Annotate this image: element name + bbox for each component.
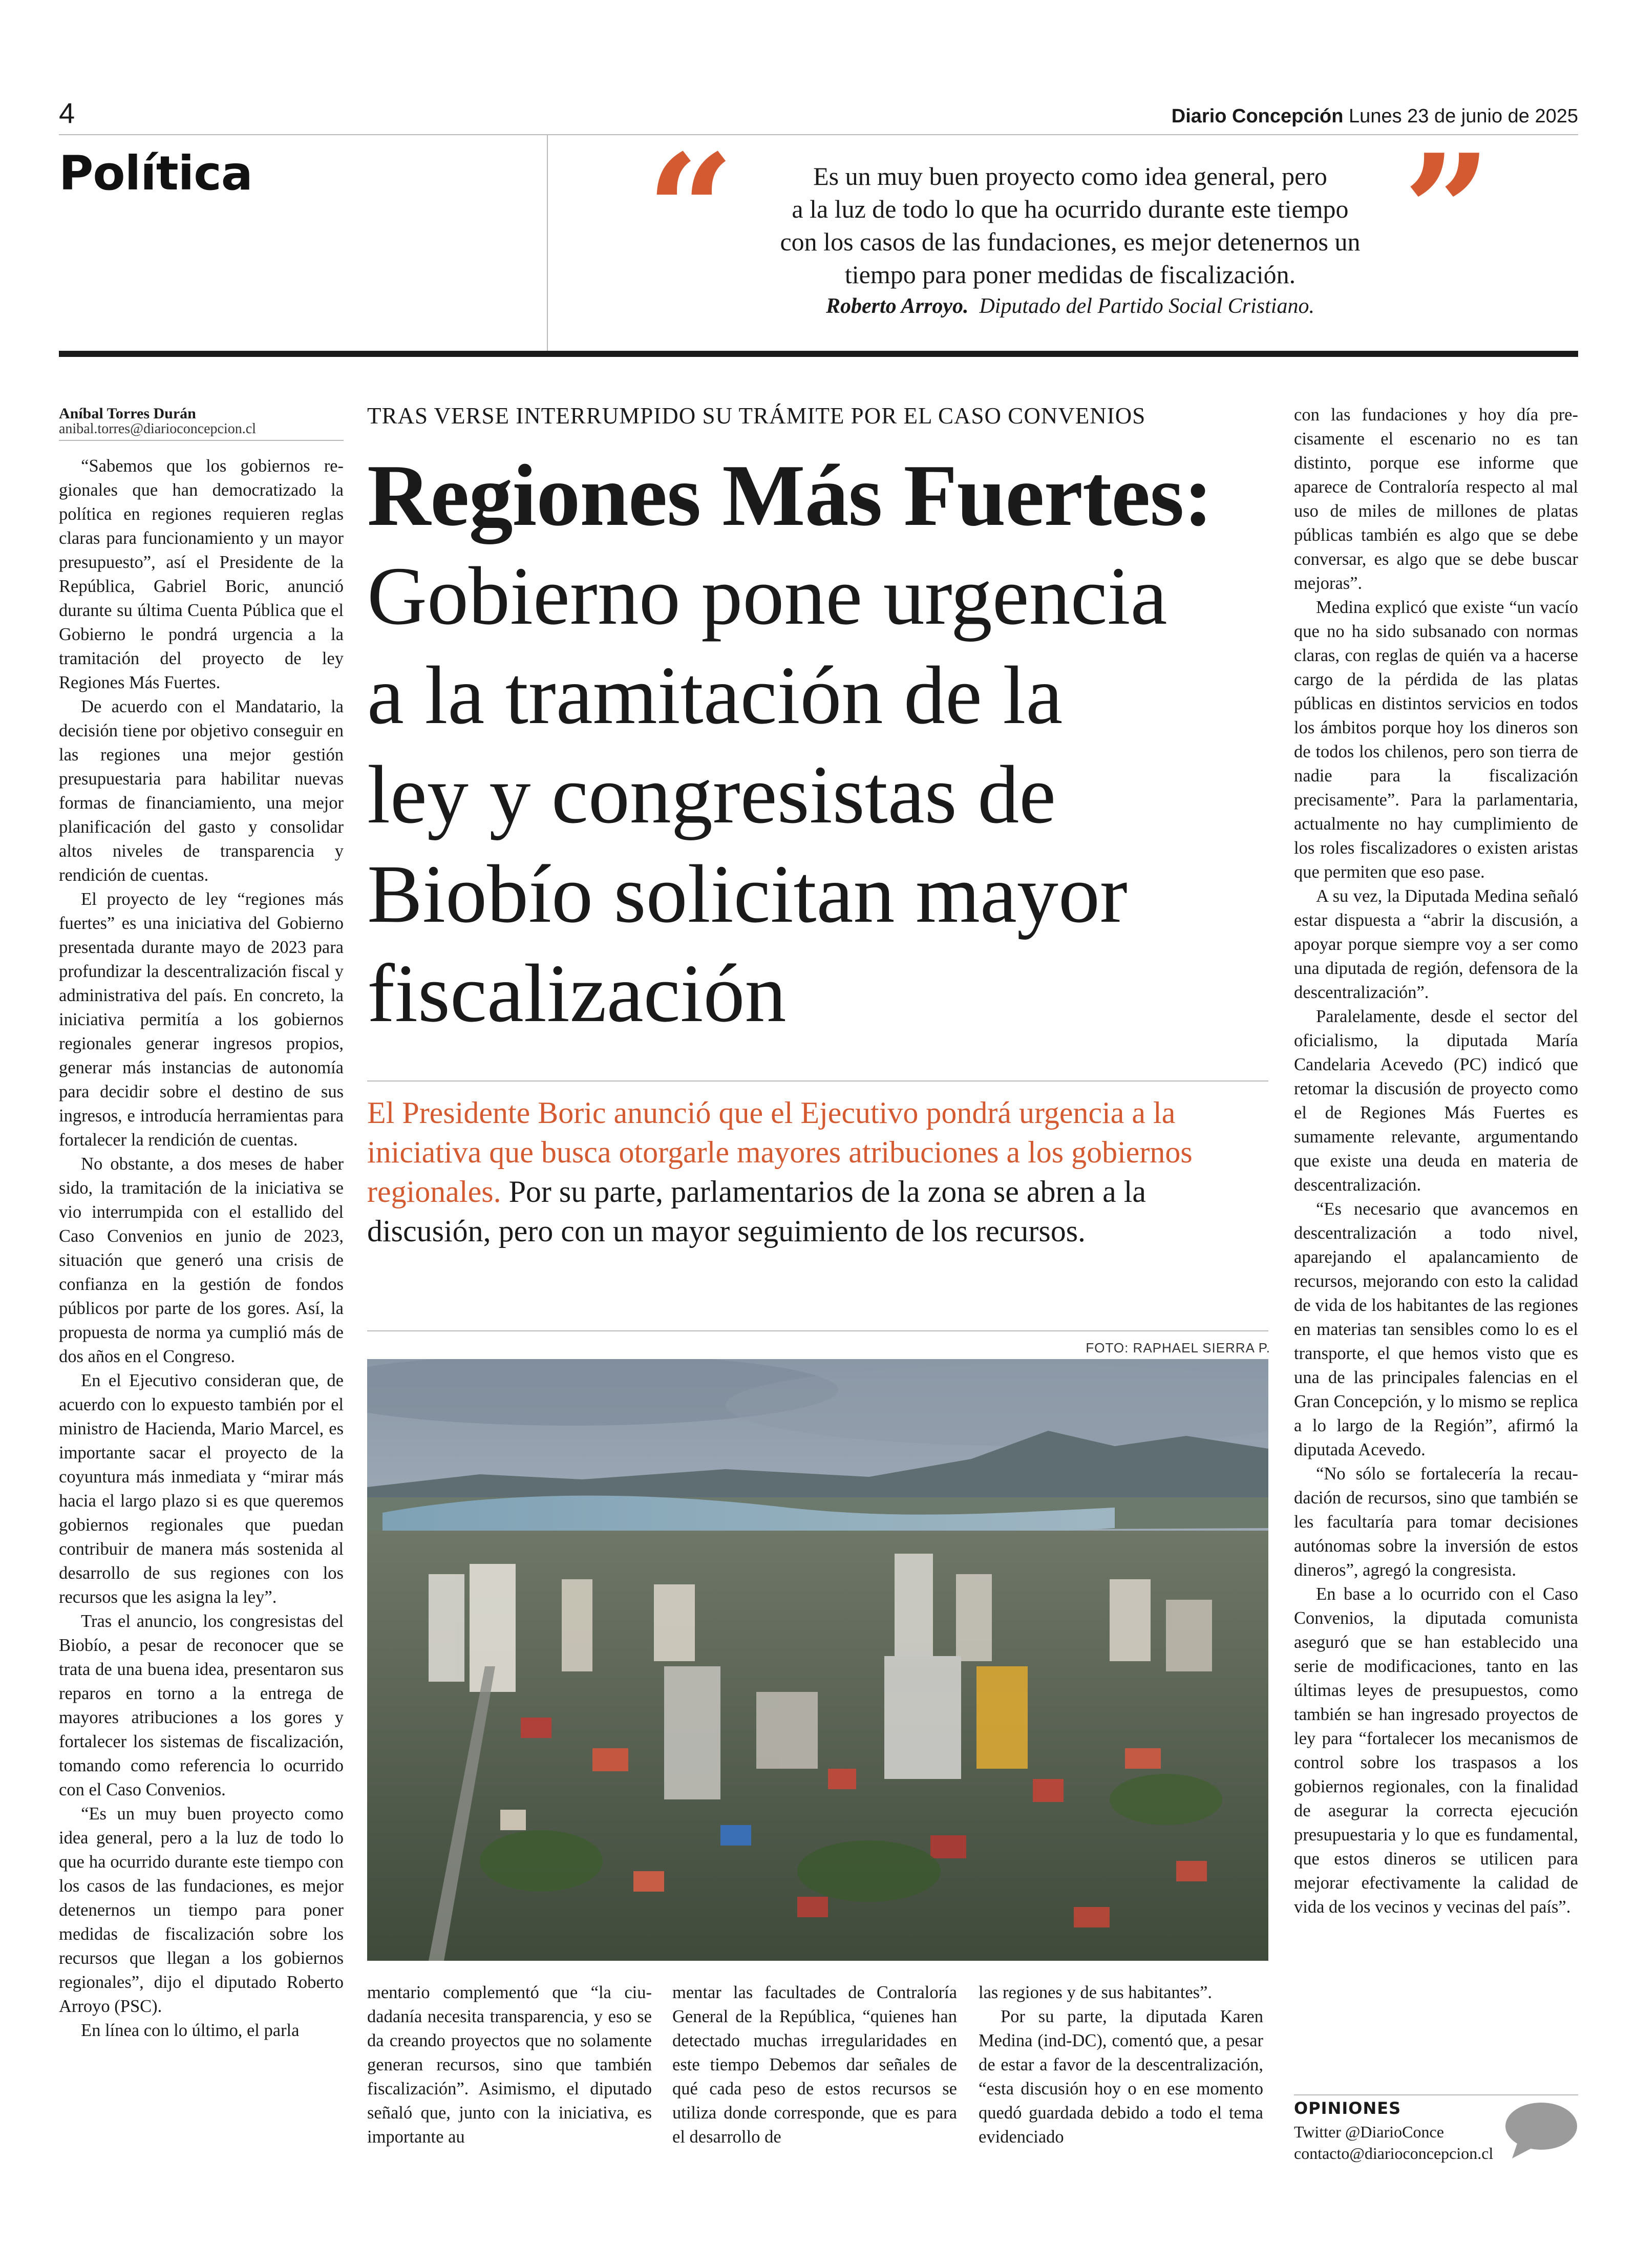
headline-line: Biobío solicitan mayor: [367, 849, 1128, 940]
aerial-city-photo: [367, 1359, 1268, 1961]
pull-quote-attribution: [742, 294, 1398, 319]
article-column-4: [979, 1981, 1263, 2149]
article-column-right: [1294, 403, 1578, 1919]
masthead: [1172, 105, 1578, 128]
pull-quote-role: Diputado del Partido Social Cristiano.: [979, 294, 1314, 318]
headline-line: Gobierno pone urgencia: [367, 550, 1167, 642]
issue-date: Lunes 23 de junio de 2025: [1349, 105, 1578, 127]
deck-rule: [367, 1330, 1268, 1331]
opiniones-rule: [1294, 2094, 1578, 2095]
opiniones-title: OPINIONES: [1294, 2099, 1401, 2118]
pull-quote-line: Es un muy buen proyecto como idea general, pero: [813, 162, 1327, 190]
header-thick-rule: [59, 351, 1578, 357]
pull-quote-line: a la luz de todo lo que ha ocurrido durante este tiempo: [792, 195, 1349, 223]
byline-rule: [59, 440, 344, 441]
paragraph: mentar las facultades de Contraloría General de la República, “quienes han detectado muchas irregularidades en este tiempo Debemos dar señales de qué cada peso de estos recursos se utiliza donde corresponde, que es para el desarrollo de: [672, 1983, 957, 2147]
chat-bubble-icon: [1503, 2100, 1580, 2161]
headline-line: a la tramitación de la: [367, 650, 1063, 741]
paragraph: Por su parte, la diputada Karen Medina (ind-DC), comentó que, a pesar de estar a favor de la descentralización, “esta discusión hoy o en ese momento quedó guardada debido a todo el tema evidenciado: [979, 2007, 1263, 2147]
paragraph: “No sólo se fortalecería la recaudación de recursos, sino que también se les facultaría para tomar decisiones autónomas sobre la inversión de estos dineros”, agregó la congresista.: [1294, 1464, 1578, 1580]
pull-quote-line: con los casos de las fundaciones, es mejor detenernos un: [780, 227, 1361, 256]
article-photo: [367, 1359, 1268, 1961]
kicker: TRAS VERSE INTERRUMPIDO SU TRÁMITE POR EL CASO CONVENIOS: [367, 403, 1146, 429]
pull-quote-line: tiempo para poner medidas de fiscalización.: [844, 260, 1296, 289]
article-column-2: [367, 1981, 652, 2149]
photo-credit: FOTO: RAPHAEL SIERRA P.: [1086, 1340, 1270, 1355]
close-quote-icon: ”: [1403, 120, 1492, 301]
opiniones-twitter[interactable]: Twitter @DiarioConce: [1294, 2123, 1444, 2141]
page-number: 4: [59, 97, 75, 129]
paragraph: las regiones y de sus habitantes”.: [979, 1983, 1213, 2002]
headline-line: fiscalización: [367, 948, 787, 1040]
paragraph: En base a lo ocurrido con el Caso Convenios, la diputada comunista aseguró que se han establecido una serie de modificaciones, tanto en las últimas leyes de presupuestos, como también se han ingresado proyectos de ley para “fortalecer los mecanismos de control sobre los traspasos a los gobiernos regionales, con la finalidad de asegurar la correcta ejecución presupuestaria y lo que es fundamental, que estos dineros se utilicen para mejorar efectivamente la calidad de vida de los vecinos y vecinas del país”.: [1294, 1584, 1578, 1917]
paragraph: A su vez, la Diputada Medina señaló estar dispuesta a “abrir la discusión, a apoyar porque siempre voy a ser como una diputada de región, defensora de la descentralización”.: [1294, 886, 1578, 1002]
deck-accent: El Presidente Boric anunció que el Ejecutivo pondrá urgencia a la iniciativa que busca otorgarle mayores atribuciones a los gobiernos regionales.: [367, 1096, 1193, 1209]
open-quote-icon: “: [646, 120, 735, 301]
headline-body: [367, 547, 1268, 1044]
pull-quote-author: Roberto Arroyo.: [826, 294, 969, 318]
paragraph: El proyecto de ley “regiones más fuertes” es una iniciativa del Gobierno presentada durante mayo de 2023 para profundizar la descentralización fiscal y administrativa del país. En concreto, la iniciativa permitía a los gobiernos regionales generar ingresos propios, generar más instancias de autonomía para decidir sobre el destino de sus ingresos, e introducía herramientas para fortalecer la rendición de cuentas.: [59, 889, 344, 1150]
paragraph: En línea con lo último, el parla: [81, 2021, 300, 2040]
headline: [367, 444, 1268, 1044]
byline-name: Aníbal Torres Durán: [59, 405, 196, 422]
pull-quote: [742, 160, 1398, 291]
headline-line: ley y congresistas de: [367, 749, 1056, 841]
paragraph: “Es un muy buen proyecto como idea general, pero a la luz de todo lo que ha ocurrido durante este tiempo con los casos de las fundaciones, es mejor detenernos un tiempo para poner medidas de fiscalización sobre los recursos que llegan a los gobiernos regionales”, dijo el diputado Roberto Arroyo (PSC).: [59, 1804, 344, 2016]
deck: [367, 1093, 1268, 1251]
section-title: Política: [59, 146, 252, 201]
paragraph: Medina explicó que existe “un vacío que no ha sido subsanado con normas claras, con reglas de quién va a hacerse cargo de la pérdida de las platas públicas en distintos servicios en todos los ámbitos porque hoy los dineros son de todos los chilenos, pero son tierra de nadie para la fiscalización precisamente”. Para la parlamentaria, actualmente no hay cumplimiento de los roles fiscalizadores o existen aristas que permiten que eso pase.: [1294, 598, 1578, 882]
paragraph: No obstante, a dos meses de haber sido, la tramitación de la iniciativa se vio interrumpida con el estallido del Caso Convenios en junio de 2023, situación que generó una crisis de confianza en la gestión de fondos públicos por parte de los gores. Así, la propuesta de norma ya cumplió más de dos años en el Congreso.: [59, 1154, 344, 1366]
deck-rest: Por su parte, parlamentarios de la zona se abren a la discusión, pero con un mayor seguimiento de los recursos.: [367, 1175, 1146, 1248]
deck-rule: [367, 1080, 1268, 1082]
header-divider: [547, 135, 548, 352]
paragraph: De acuerdo con el Mandatario, la decisión tiene por objetivo conseguir en las regiones una mejor gestión presupuestaria para habilitar nuevas formas de financiamiento, una mejor planificación del gasto y consolidar altos niveles de transparencia y rendición de cuentas.: [59, 697, 344, 885]
article-column-3: [672, 1981, 957, 2149]
paragraph: “Sabemos que los gobiernos regionales que han democratizado la política en regiones requieren reglas claras para funcionamiento y un mayor presupuesto”, así el Presidente de la República, Gabriel Boric, anunció durante su última Cuenta Pública que el Gobierno le pondrá urgencia a la tramitación del proyecto de ley Regiones Más Fuertes.: [59, 456, 344, 692]
top-rule: [59, 134, 1578, 135]
paragraph: Paralelamente, desde el sector del oficialismo, la diputada María Candelaria Acevedo (PC) indicó que retomar la discusión de proyecto como el de Regiones Más Fuertes es sumamente relevante, argumentando que existe una deuda en materia de descentralización.: [1294, 1007, 1578, 1195]
byline-email[interactable]: anibal.torres@diarioconcepcion.cl: [59, 421, 256, 437]
paragraph: con las fundaciones y hoy día precisamente el escenario no es tan distinto, porque ese informe que aparece de Contraloría respecto al mal uso de miles de millones de platas públicas también es algo que se debe conversar, es algo que se debe buscar mejoras”.: [1294, 405, 1578, 593]
paragraph: En el Ejecutivo consideran que, de acuerdo con lo expuesto también por el ministro de Hacienda, Mario Marcel, es importante sacar el proyecto de la coyuntura más inmediata y “mirar más hacia el largo plazo si es que queremos gobiernos regionales que puedan contribuir de manera más sostenida al desarrollo de sus regiones con los recursos que les asigna la ley”.: [59, 1371, 344, 1607]
headline-bold: Regiones Más Fuertes:: [367, 447, 1213, 544]
opiniones-email[interactable]: contacto@diarioconcepcion.cl: [1294, 2144, 1494, 2163]
newspaper-name: Diario Concepción: [1171, 105, 1344, 127]
paragraph: “Es necesario que avancemos en descentralización a todo nivel, aparejando el apalancamiento de recursos, mejorando con esto la calidad de vida de los habitantes de las regiones en materias tan sensibles como lo es el transporte, el que hemos visto que es una de las principales falencias en el Gran Concepción, y lo mismo se replica a lo largo de la Región”, afirmó la diputada Acevedo.: [1294, 1199, 1578, 1459]
paragraph: Tras el anuncio, los congresistas del Biobío, a pesar de reconocer que se trata de una buena idea, presentaron sus reparos en torno a la entrega de mayores atribuciones a los gores y fortalecer los sistemas de fiscalización, tomando como referencia lo ocurrido con el Caso Convenios.: [59, 1612, 344, 1799]
paragraph: mentario complementó que “la ciudadanía necesita transparencia, y eso se da creando proyectos que no solamente generan recursos, sino que también fiscalización”. Asimismo, el diputado señaló que, junto con la iniciativa, es importante au: [367, 1983, 652, 2147]
article-column-1: [59, 454, 344, 2043]
